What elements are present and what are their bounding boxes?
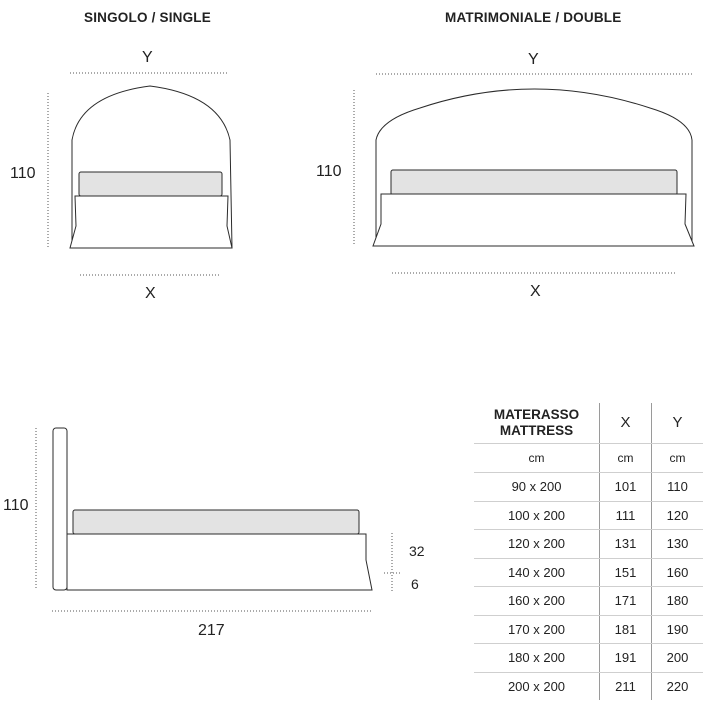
y-value-cell: 220 xyxy=(666,678,689,694)
double-x-label: X xyxy=(530,283,541,300)
y-value-cell: 120 xyxy=(652,501,704,530)
single-y-label: Y xyxy=(142,49,153,66)
table-row xyxy=(474,644,703,673)
table-header-row xyxy=(474,403,703,444)
x-value-cell: 111 xyxy=(600,501,652,530)
table-row xyxy=(474,501,703,530)
single-base xyxy=(70,196,232,248)
side-length-label: 217 xyxy=(198,622,225,639)
y-value-cell: 200 xyxy=(652,644,704,673)
mattress-size-cell: 200 x 200 xyxy=(474,672,600,700)
table-row xyxy=(474,615,703,644)
x-value-cell: 191 xyxy=(600,644,652,673)
double-base xyxy=(373,194,694,246)
table-row xyxy=(474,530,703,559)
table-row xyxy=(474,558,703,587)
single-mattress xyxy=(79,172,222,196)
y-value-cell: 130 xyxy=(652,530,704,559)
y-value-cell: 190 xyxy=(652,615,704,644)
table-row xyxy=(474,672,703,700)
single-title: SINGOLO / SINGLE xyxy=(84,10,211,25)
side-height-label: 110 xyxy=(3,497,29,514)
y-value-cell: 110 xyxy=(652,473,704,502)
header-y: Y xyxy=(652,403,704,444)
y-value-cell: 180 xyxy=(652,587,704,616)
unit-cell: cm xyxy=(652,444,704,473)
mattress-size-cell: 120 x 200 xyxy=(474,530,600,559)
unit-cell: cm xyxy=(474,444,600,473)
mattress-size-cell: 160 x 200 xyxy=(474,587,600,616)
mattress-size-cell: 180 x 200 xyxy=(474,644,600,673)
unit-cell: cm xyxy=(600,444,652,473)
side-lower-label: 6 xyxy=(411,576,419,592)
x-value-cell: 131 xyxy=(600,530,652,559)
mattress-size-cell: 170 x 200 xyxy=(474,615,600,644)
table-row xyxy=(474,473,703,502)
single-height-label: 110 xyxy=(10,165,36,182)
x-value-cell: 211 xyxy=(600,672,652,700)
double-mattress xyxy=(391,170,677,195)
table-row xyxy=(474,587,703,616)
mattress-size-cell: 90 x 200 xyxy=(474,473,600,502)
x-value-cell: 181 xyxy=(600,615,652,644)
y-value-cell: 160 xyxy=(652,558,704,587)
x-value-cell: 101 xyxy=(600,473,652,502)
x-value-cell: 151 xyxy=(600,558,652,587)
side-headboard xyxy=(53,428,67,590)
double-y-label: Y xyxy=(528,51,539,68)
mattress-size-table xyxy=(474,403,703,700)
single-x-label: X xyxy=(145,285,156,302)
side-mattress xyxy=(73,510,359,534)
mattress-size-cell: 140 x 200 xyxy=(474,558,600,587)
double-title: MATRIMONIALE / DOUBLE xyxy=(445,10,622,25)
double-height-label: 110 xyxy=(316,163,342,180)
header-mattress: MATERASSO MATTRESS xyxy=(474,403,600,444)
x-value-cell: 171 xyxy=(600,587,652,616)
table-units-row xyxy=(474,444,703,473)
mattress-size-cell: 100 x 200 xyxy=(474,501,600,530)
side-base xyxy=(67,534,372,590)
side-upper-label: 32 xyxy=(409,543,425,559)
header-x: X xyxy=(600,403,652,444)
